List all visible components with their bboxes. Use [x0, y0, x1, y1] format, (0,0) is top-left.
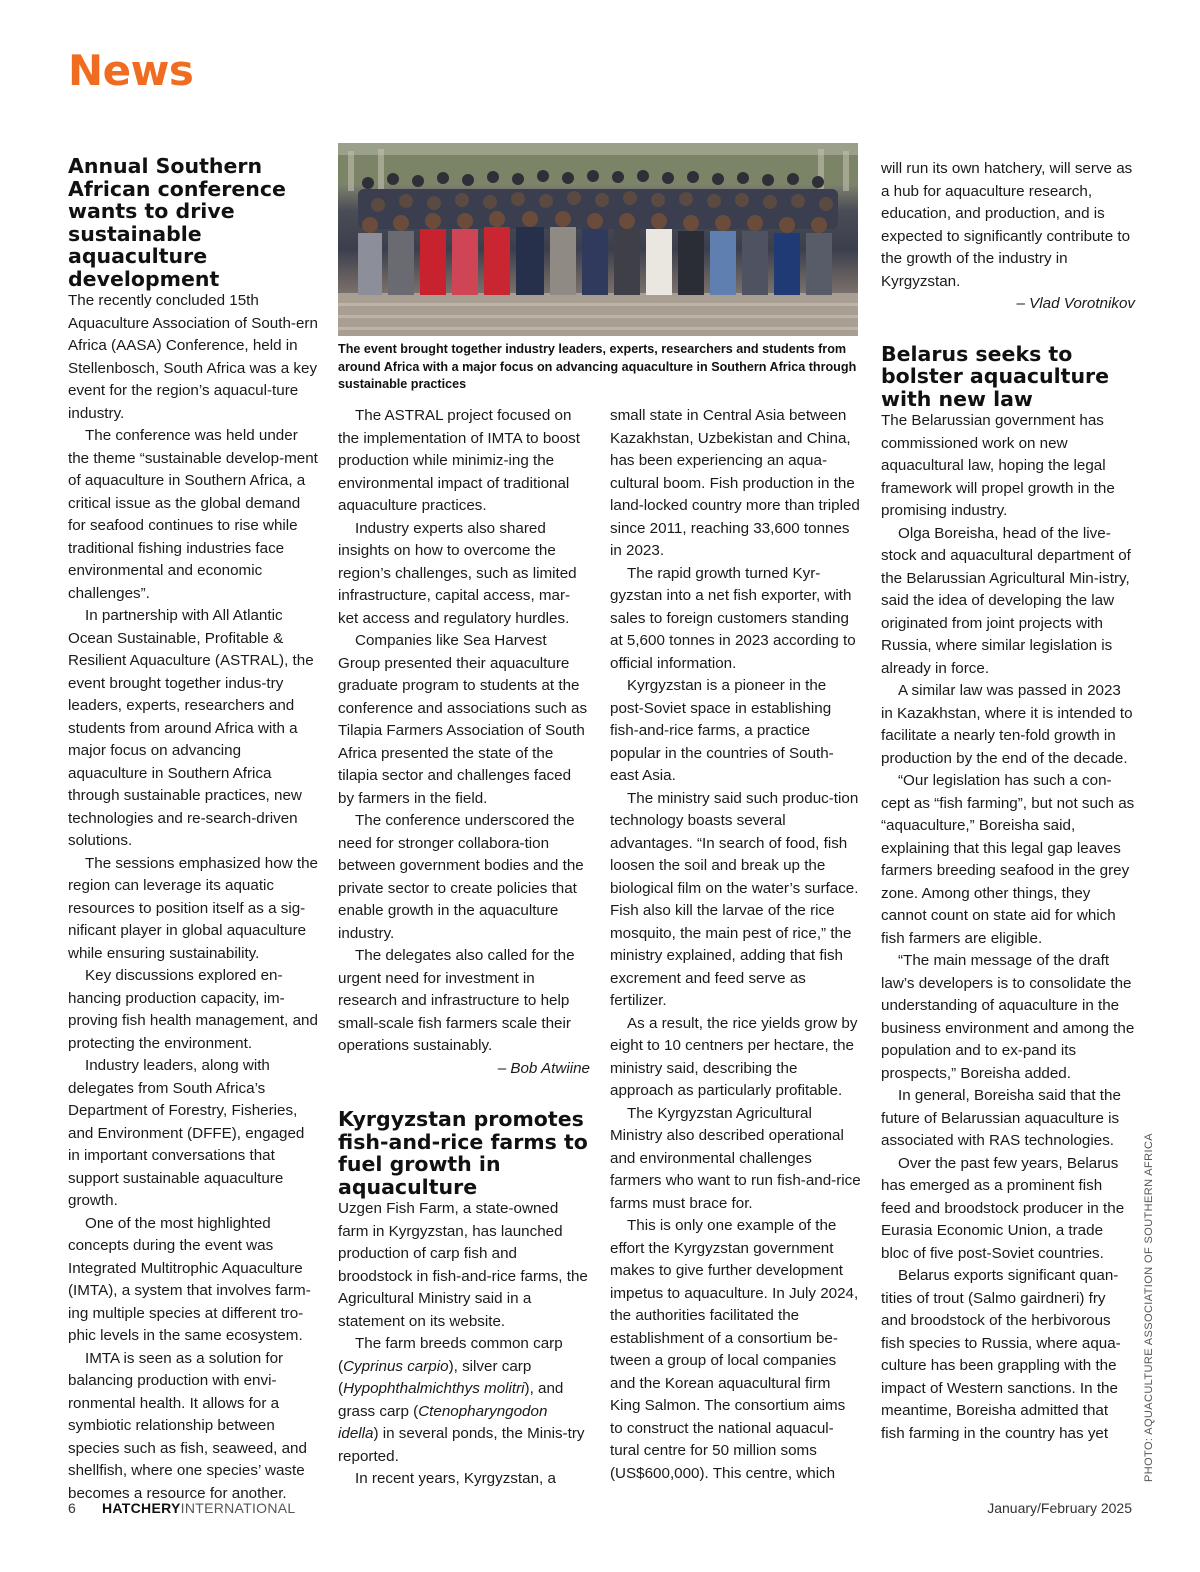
magazine-name-light: INTERNATIONAL	[180, 1500, 296, 1516]
paragraph: The Kyrgyzstan Agricultural Ministry also described operational and environmental challenges farmers who want to run fish-and-rice farms must brace for.	[610, 1104, 861, 1212]
paragraph-species	[338, 1333, 590, 1468]
paragraph: Industry experts also shared insights on how to overcome the region’s challenges, such as limited infrastructure, capital access, mar-ket access and regulatory hurdles.	[338, 519, 577, 627]
paragraph: Uzgen Fish Farm, a state-owned farm in Kyrgyzstan, has launched production of carp fish and broodstock in fish-and-rice farms, the Agricultural Ministry said in a statement on its website.	[338, 1200, 588, 1330]
paragraph: In recent years, Kyrgyzstan, a	[355, 1470, 556, 1487]
group-photo	[338, 143, 858, 336]
paragraph: will run its own hatchery, will serve as a hub for aquaculture research, education, and production, and is expected to significantly contribute to the growth of the industry in Kyrgyzstan.	[881, 160, 1133, 290]
paragraph: Belarus exports significant quan-tities of trout (Salmo gairdneri) fry and broodstock of the herbivorous fish species to Russia, where aqua-culture has been grappling with the impact of Western sanctions. In the meantime, Boreisha admitted that fish farming in the country has yet	[881, 1267, 1121, 1442]
paragraph: small state in Central Asia between Kazakhstan, Uzbekistan and China, has been experiencing an aqua-cultural boom. Fish production in the land-locked country more than tripled since 2011, reaching 33,600 tonnes in 2023.	[610, 407, 860, 559]
paragraph: Industry leaders, along with delegates from South Africa’s Department of Forestry, Fisheries, and Environment (DFFE), engaged in important conversations that support sustainable aquaculture growth.	[68, 1057, 305, 1209]
byline-bob-atwiine: – Bob Atwiine	[497, 1059, 590, 1077]
paragraph: “The main message of the draft law’s developers is to consolidate the understanding of aquaculture in the business environment and among the population and to ex-pand its prospects,” Boreisha added.	[881, 952, 1135, 1082]
text-run: The farm breeds common carp (	[338, 1335, 563, 1375]
magazine-name-bold: HATCHERY	[102, 1500, 181, 1516]
article-conference-cont	[338, 405, 590, 1491]
paragraph: The sessions emphasized how the region can leverage its aquatic resources to position itself as a sig-nificant player in global aquaculture while ensuring sustainability.	[68, 854, 319, 962]
paragraph: A similar law was passed in 2023 in Kazakhstan, where it is intended to facilitate a nearly ten-fold growth in production by the end of the decade.	[881, 682, 1133, 767]
magazine-name	[102, 1500, 296, 1516]
paragraph: In partnership with All Atlantic Ocean Sustainable, Profitable & Resilient Aquaculture (ASTRAL), the event brought together indus-try leaders, experts, researchers and students from around Africa with a major focus on advancing aquaculture in Southern Africa through sustainable practices, new technologies and re-search-driven solutions.	[68, 607, 314, 849]
spacer	[338, 1080, 590, 1108]
photo-caption: The event brought together industry leaders, experts, researchers and students from around Africa with a major focus on advancing aquaculture in Southern Africa through sustainable practices	[338, 342, 857, 391]
text-run: ) in several ponds, the Minis-try reported.	[338, 1425, 585, 1465]
headline-kyrgyzstan: Kyrgyzstan promotes fish-and-rice farms to fuel growth in aquaculture	[338, 1107, 588, 1199]
species-name: Hypophthalmichthys molitri	[343, 1380, 525, 1397]
article-kyrgyzstan-cont	[610, 405, 862, 1485]
text-run: ), and grass carp (	[338, 1380, 564, 1420]
paragraph: “Our legislation has such a con-cept as “fish farming”, but not such as “aquaculture,” Boreisha said, explaining that this legal gap leaves farmers breeding seafood in the grey zone. Among other things, they cannot count on state aid for which fish farmers are eligible.	[881, 772, 1135, 947]
paragraph: The conference was held under the theme “sustainable develop-ment of aquaculture in Southern Africa, a critical issue as the global demand for seafood continues to rise while traditional fishing industries face environmental and economic challenges”.	[68, 427, 318, 602]
headline-belarus: Belarus seeks to bolster aquaculture with new law	[881, 341, 1110, 411]
paragraph: The ASTRAL project focused on the implementation of IMTA to boost production while minimiz-ing the environmental impact of traditional aquaculture practices.	[338, 407, 580, 514]
article-conference	[68, 155, 320, 1505]
article-belarus	[881, 158, 1135, 1445]
headline-conference: Annual Southern African conference wants to drive sustainable aquaculture development	[68, 154, 286, 291]
page-number: 6	[68, 1500, 76, 1516]
byline-vlad-vorotnikov: – Vlad Vorotnikov	[1016, 295, 1135, 312]
paragraph: IMTA is seen as a solution for balancing production with envi-ronmental health. It allows for a symbiotic relationship between species such as fish, seaweed, and shellfish, where one species’ waste becomes a resource for another.	[68, 1349, 307, 1502]
paragraph: In general, Boreisha said that the future of Belarussian aquaculture is associated with RAS technologies.	[881, 1087, 1121, 1149]
paragraph: Olga Boreisha, head of the live-stock and aquacultural department of the Belarussian Agricultural Min-istry, said the idea of developing the law originated from joint projects with Russia, where similar legislation is already in force.	[881, 524, 1131, 677]
paragraph: This is only one example of the effort the Kyrgyzstan government makes to give further development impetus to aquaculture. In July 2024, the authorities facilitated the establishment of a consortium be-tween a group of local companies and the Korean aquacultural firm King Salmon. The consortium aims to construct the national aquacul-tural centre for 50 million soms (US$600,000). This centre, which	[610, 1217, 859, 1482]
species-name: Ctenopharyngodon idella	[338, 1402, 548, 1442]
group-photo-illustration	[338, 143, 858, 336]
paragraph: One of the most highlighted concepts during the event was Integrated Multitrophic Aquaculture (IMTA), a system that involves farm-ing multiple species at different tro-phic levels in the same ecosystem.	[68, 1214, 311, 1344]
paragraph: Key discussions explored en-hancing production capacity, im-proving fish health management, and protecting the environment.	[68, 967, 318, 1052]
paragraph: Companies like Sea Harvest Group presented their aquaculture graduate program to students at the conference and associations such as Tilapia Farmers Association of South Africa presented the state of the tilapia sector and challenges faced by farmers in the field.	[338, 632, 588, 807]
paragraph: The Belarussian government has commissioned work on new aquacultural law, hoping the legal framework will propel growth in the promising industry.	[881, 412, 1115, 519]
issue-date: January/February 2025	[987, 1500, 1132, 1516]
paragraph: Kyrgyzstan is a pioneer in the post-Soviet space in establishing fish-and-rice farms, a practice popular in the countries of South-east Asia.	[610, 677, 834, 784]
paragraph: The recently concluded 15th Aquaculture Association of South-ern Africa (AASA) Conference, held in Stellenbosch, South Africa was a key event for the region’s aquacul-ture industry.	[68, 292, 318, 422]
paragraph: The delegates also called for the urgent need for investment in research and infrastructure to help small-scale fish farmers scale their operations sustainably.	[338, 947, 575, 1054]
spacer	[881, 316, 1135, 343]
species-name: Cyprinus carpio	[343, 1357, 449, 1375]
paragraph: As a result, the rice yields grow by eight to 10 centners per hectare, the ministry said, describing the approach as particularly profitable.	[610, 1014, 858, 1099]
paragraph: The rapid growth turned Kyr-gyzstan into a net fish exporter, with sales to foreign customers standing at 5,600 tonnes in 2023 according to official information.	[610, 564, 856, 672]
paragraph: Over the past few years, Belarus has emerged as a prominent fish feed and broodstock producer in the Eurasia Economic Union, a trade bloc of five post-Soviet countries.	[881, 1154, 1125, 1262]
text-run: ), silver carp (	[338, 1357, 532, 1397]
photo-credit: PHOTO: AQUACULTURE ASSOCIATION OF SOUTHERN AFRICA	[1143, 1132, 1155, 1482]
paragraph: The ministry said such produc-tion technology boasts several advantages. “In search of food, fish loosen the soil and break up the biological film on the water’s surface. Fish also kill the larvae of the rice mosquito, the main pest of rice,” the ministry explained, adding that fish excrement and feed serve as fertilizer.	[610, 789, 859, 1009]
section-title: News	[68, 46, 194, 95]
paragraph: The conference underscored the need for stronger collabora-tion between government bodies and the private sector to create policies that enable growth in the aquaculture industry.	[338, 812, 584, 942]
